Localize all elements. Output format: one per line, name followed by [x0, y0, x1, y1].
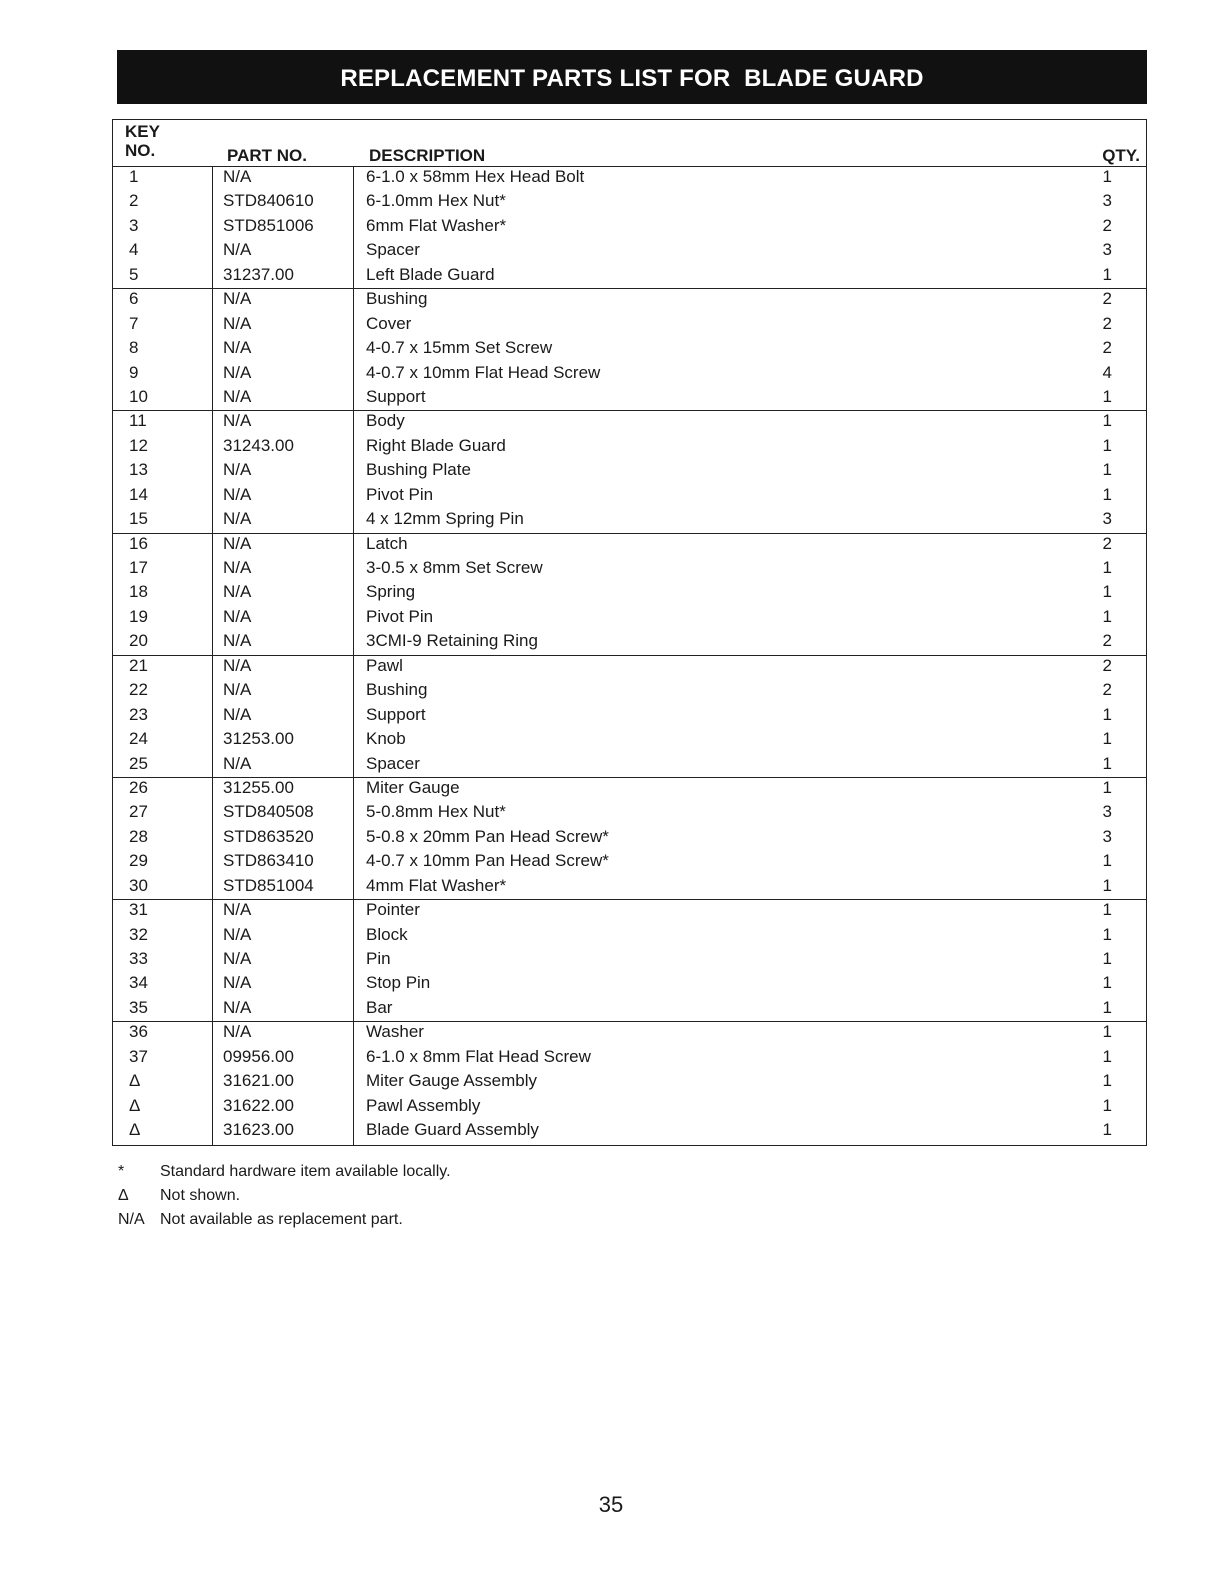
part-no-cell: 31622.00 [223, 1095, 294, 1115]
page-title: REPLACEMENT PARTS LIST FOR BLADE GUARD [340, 65, 924, 92]
description-cell: Spacer [366, 240, 420, 260]
key-cell: 14 [129, 484, 148, 504]
table-row [113, 338, 1146, 362]
qty-cell: 1 [1102, 875, 1112, 895]
key-cell: 31 [129, 900, 148, 920]
part-no-cell: N/A [223, 1022, 252, 1042]
description-cell: 3CMI-9 Retaining Ring [366, 631, 538, 651]
table-row [113, 1071, 1146, 1095]
qty-cell: 1 [1102, 851, 1112, 871]
description-cell: 5-0.8mm Hex Nut* [366, 802, 506, 822]
key-cell: 25 [129, 753, 148, 773]
description-cell: Pawl [366, 655, 403, 675]
header-part-no: PART NO. [227, 146, 307, 165]
part-no-cell: 31237.00 [223, 264, 294, 284]
key-cell: 35 [129, 997, 148, 1017]
part-no-cell: N/A [223, 900, 252, 920]
part-no-cell: STD851006 [223, 215, 314, 235]
qty-cell: 2 [1102, 655, 1112, 675]
key-cell: 29 [129, 851, 148, 871]
part-no-cell: N/A [223, 362, 252, 382]
part-no-cell: N/A [223, 533, 252, 553]
part-no-cell: N/A [223, 289, 252, 309]
key-cell: 30 [129, 875, 148, 895]
qty-cell: 1 [1102, 1071, 1112, 1091]
description-cell: Left Blade Guard [366, 264, 495, 284]
key-cell: 2 [129, 191, 139, 211]
description-cell: Block [366, 924, 408, 944]
key-cell: 11 [129, 411, 147, 431]
footnote-text: Not available as replacement part. [160, 1211, 403, 1228]
key-cell: 36 [129, 1022, 148, 1042]
part-no-cell: N/A [223, 631, 252, 651]
description-cell: 4-0.7 x 15mm Set Screw [366, 338, 553, 358]
qty-cell: 1 [1102, 924, 1112, 944]
table-row [113, 485, 1146, 509]
table-row [113, 680, 1146, 704]
qty-cell: 1 [1102, 704, 1112, 724]
qty-cell: 1 [1102, 167, 1112, 186]
qty-cell: 1 [1102, 411, 1112, 431]
key-cell: 33 [129, 949, 148, 968]
footnotes [118, 1160, 451, 1232]
key-cell: 4 [129, 240, 139, 260]
table-row [113, 705, 1146, 729]
qty-cell: 2 [1102, 533, 1112, 553]
qty-cell: 1 [1102, 582, 1112, 602]
qty-cell: 1 [1102, 558, 1112, 577]
qty-cell: 3 [1102, 240, 1112, 260]
header-qty: QTY. [1102, 146, 1140, 165]
qty-cell: 2 [1102, 289, 1112, 309]
description-cell: Pivot Pin [366, 484, 434, 504]
table-row [113, 509, 1146, 533]
description-cell: Knob [366, 729, 406, 749]
key-cell: 23 [129, 704, 148, 724]
header-key-no [125, 122, 160, 160]
part-no-cell: N/A [223, 704, 252, 724]
key-cell: 9 [129, 362, 139, 382]
qty-cell: 1 [1102, 997, 1112, 1017]
description-cell: Pivot Pin [366, 606, 434, 626]
key-cell: 13 [129, 460, 148, 480]
qty-cell: 2 [1102, 631, 1112, 651]
table-row [113, 900, 1146, 924]
description-cell: Bushing [366, 289, 428, 309]
part-no-cell: N/A [223, 924, 252, 944]
key-cell: 1 [129, 167, 139, 186]
part-no-cell: N/A [223, 582, 252, 602]
qty-cell: 1 [1102, 386, 1112, 406]
table-row [113, 607, 1146, 631]
table-row [113, 778, 1146, 802]
description-cell: Spacer [366, 753, 420, 773]
key-cell: 15 [129, 509, 148, 529]
table-row [113, 729, 1146, 753]
description-cell: 6mm Flat Washer* [366, 215, 507, 235]
description-cell: Stop Pin [366, 973, 431, 993]
key-cell: 34 [129, 973, 148, 993]
table-row [113, 827, 1146, 851]
header-key-line1: KEY [125, 122, 160, 141]
description-cell: Bushing [366, 680, 428, 700]
part-no-cell: N/A [223, 606, 252, 626]
description-cell: Pointer [366, 900, 420, 920]
table-row [113, 1096, 1146, 1120]
part-no-cell: STD863520 [223, 826, 314, 846]
key-cell: 6 [129, 289, 139, 309]
qty-cell: 1 [1102, 606, 1112, 626]
qty-cell: 1 [1102, 1022, 1112, 1042]
qty-cell: 1 [1102, 264, 1112, 284]
footnote-symbol: * [118, 1163, 125, 1180]
key-cell: Δ [129, 1120, 141, 1140]
footnote [118, 1160, 451, 1184]
qty-cell: 1 [1102, 777, 1112, 797]
description-cell: Washer [366, 1022, 424, 1042]
part-no-cell: 31621.00 [223, 1071, 294, 1091]
key-cell: 27 [129, 802, 148, 822]
table-row [113, 973, 1146, 997]
part-no-cell: 31255.00 [223, 777, 294, 797]
description-cell: Bar [366, 997, 393, 1017]
qty-cell: 2 [1102, 215, 1112, 235]
table-row [113, 411, 1146, 435]
footnote-symbol: Δ [118, 1187, 129, 1204]
table-row [113, 631, 1146, 655]
qty-cell: 1 [1102, 949, 1112, 968]
part-no-cell: N/A [223, 460, 252, 480]
description-cell: Blade Guard Assembly [366, 1120, 539, 1140]
part-no-cell: N/A [223, 753, 252, 773]
footnote-text: Standard hardware item available locally. [160, 1163, 451, 1180]
table-row [113, 582, 1146, 606]
table-row [113, 534, 1146, 558]
qty-cell: 3 [1102, 509, 1112, 529]
part-no-cell: STD840610 [223, 191, 314, 211]
part-no-cell: 31253.00 [223, 729, 294, 749]
table-row [113, 754, 1146, 778]
description-cell: Cover [366, 313, 412, 333]
table-row [113, 289, 1146, 313]
description-cell: Bushing Plate [366, 460, 471, 480]
qty-cell: 1 [1102, 460, 1112, 480]
table-row [113, 925, 1146, 949]
table-row [113, 460, 1146, 484]
description-cell: 4mm Flat Washer* [366, 875, 507, 895]
qty-cell: 1 [1102, 484, 1112, 504]
table-row [113, 656, 1146, 680]
part-no-cell: N/A [223, 313, 252, 333]
key-cell: 12 [129, 435, 148, 455]
key-cell: 22 [129, 680, 148, 700]
description-cell: Latch [366, 533, 408, 553]
table-row [113, 216, 1146, 240]
part-no-cell: STD840508 [223, 802, 314, 822]
table-row [113, 436, 1146, 460]
table-row [113, 314, 1146, 338]
qty-cell: 1 [1102, 900, 1112, 920]
table-row [113, 167, 1146, 191]
table-row [113, 998, 1146, 1022]
part-no-cell: N/A [223, 411, 252, 431]
table-row [113, 876, 1146, 900]
part-no-cell: N/A [223, 973, 252, 993]
key-cell: 20 [129, 631, 148, 651]
key-cell: 7 [129, 313, 139, 333]
description-cell: Right Blade Guard [366, 435, 506, 455]
part-no-cell: N/A [223, 655, 252, 675]
qty-cell: 3 [1102, 826, 1112, 846]
part-no-cell: N/A [223, 558, 252, 577]
key-cell: 5 [129, 264, 139, 284]
description-cell: 5-0.8 x 20mm Pan Head Screw* [366, 826, 609, 846]
qty-cell: 1 [1102, 753, 1112, 773]
part-no-cell: N/A [223, 240, 252, 260]
key-cell: 28 [129, 826, 148, 846]
key-cell: 16 [129, 533, 148, 553]
qty-cell: 3 [1102, 191, 1112, 211]
part-no-cell: STD863410 [223, 851, 314, 871]
table-row [113, 1022, 1146, 1046]
part-no-cell: N/A [223, 680, 252, 700]
qty-cell: 1 [1102, 729, 1112, 749]
footnote-text: Not shown. [160, 1187, 241, 1204]
description-cell: Support [366, 386, 426, 406]
header-description: DESCRIPTION [369, 146, 486, 165]
key-cell: 32 [129, 924, 148, 944]
qty-cell: 1 [1102, 1046, 1112, 1066]
table-row [113, 1047, 1146, 1071]
table-row [113, 802, 1146, 826]
key-cell: Δ [129, 1071, 141, 1091]
part-no-cell: N/A [223, 167, 252, 186]
description-cell: Spring [366, 582, 416, 602]
description-cell: Support [366, 704, 426, 724]
table-row [113, 191, 1146, 215]
table-row [113, 949, 1146, 973]
qty-cell: 1 [1102, 1095, 1112, 1115]
part-no-cell: 31243.00 [223, 435, 294, 455]
description-cell: 4-0.7 x 10mm Pan Head Screw* [366, 851, 609, 871]
description-cell: Body [366, 411, 405, 431]
part-no-cell: N/A [223, 338, 252, 358]
key-cell: 19 [129, 606, 148, 626]
key-cell: 21 [129, 655, 148, 675]
page-title-banner [117, 50, 1147, 104]
qty-cell: 2 [1102, 313, 1112, 333]
description-cell: 4-0.7 x 10mm Flat Head Screw [366, 362, 601, 382]
description-cell: 6-1.0 x 58mm Hex Head Bolt [366, 167, 585, 186]
footnote [118, 1184, 451, 1208]
part-no-cell: N/A [223, 949, 252, 968]
key-cell: Δ [129, 1095, 141, 1115]
key-cell: 8 [129, 338, 139, 358]
key-cell: 10 [129, 386, 148, 406]
table-row [113, 240, 1146, 264]
table-row [113, 1120, 1146, 1144]
parts-table [112, 119, 1147, 1146]
key-cell: 3 [129, 215, 139, 235]
part-no-cell: N/A [223, 386, 252, 406]
footnote-symbol: N/A [118, 1211, 145, 1228]
part-no-cell: 31623.00 [223, 1120, 294, 1140]
table-row [113, 363, 1146, 387]
table-header [113, 120, 1146, 167]
table-row [113, 265, 1146, 289]
part-no-cell: N/A [223, 509, 252, 529]
table-row [113, 558, 1146, 582]
table-row [113, 851, 1146, 875]
key-cell: 37 [129, 1046, 148, 1066]
qty-cell: 2 [1102, 680, 1112, 700]
qty-cell: 1 [1102, 1120, 1112, 1140]
header-key-line2: NO. [125, 141, 156, 160]
qty-cell: 3 [1102, 802, 1112, 822]
key-cell: 18 [129, 582, 148, 602]
qty-cell: 1 [1102, 973, 1112, 993]
footnote [118, 1208, 451, 1232]
qty-cell: 2 [1102, 338, 1112, 358]
qty-cell: 1 [1102, 435, 1112, 455]
description-cell: Miter Gauge [366, 777, 460, 797]
description-cell: Pin [366, 949, 391, 968]
description-cell: Miter Gauge Assembly [366, 1071, 538, 1091]
description-cell: 4 x 12mm Spring Pin [366, 509, 524, 529]
table-body [113, 167, 1146, 1145]
table-row [113, 387, 1146, 411]
description-cell: Pawl Assembly [366, 1095, 481, 1115]
key-cell: 17 [129, 558, 148, 577]
part-no-cell: N/A [223, 484, 252, 504]
key-cell: 24 [129, 729, 148, 749]
part-no-cell: N/A [223, 997, 252, 1017]
part-no-cell: STD851004 [223, 875, 314, 895]
part-no-cell: 09956.00 [223, 1046, 294, 1066]
description-cell: 6-1.0mm Hex Nut* [366, 191, 506, 211]
description-cell: 6-1.0 x 8mm Flat Head Screw [366, 1046, 591, 1066]
key-cell: 26 [129, 777, 148, 797]
page-number: 35 [598, 1492, 624, 1517]
qty-cell: 4 [1102, 362, 1112, 382]
description-cell: 3-0.5 x 8mm Set Screw [366, 558, 543, 577]
